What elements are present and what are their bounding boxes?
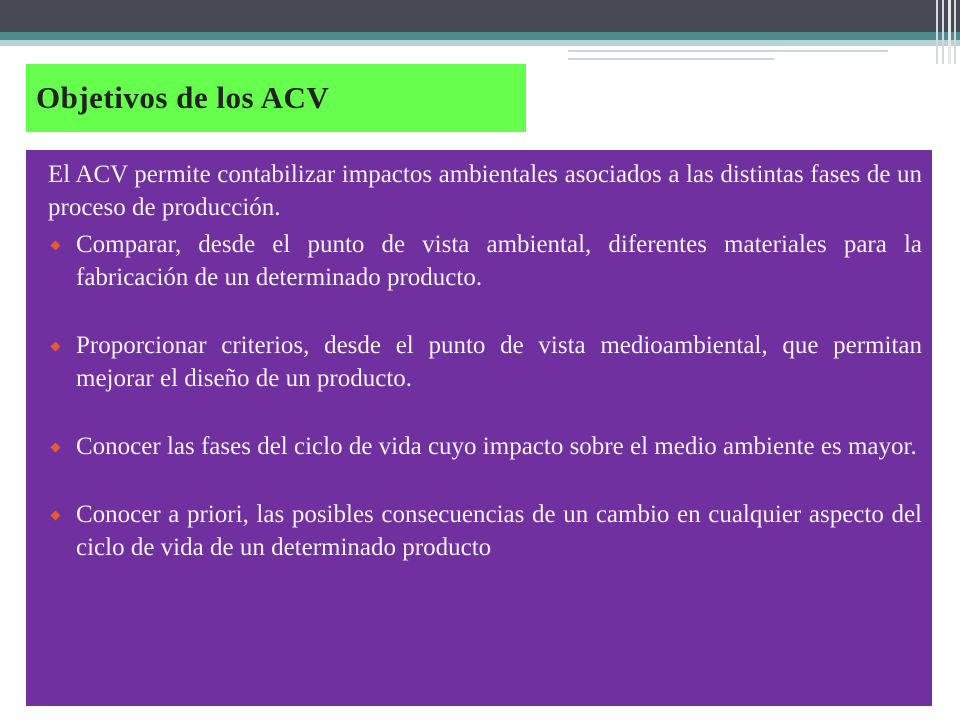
bullet-diamond-icon (51, 241, 61, 251)
slide-title: Objetivos de los ACV (36, 80, 330, 115)
intro-paragraph: El ACV permite contabilizar impactos ambientales asociados a las distintas fases de un proceso de producción. (48, 161, 922, 221)
header-stripe (0, 32, 960, 40)
bullet-item (48, 228, 922, 294)
decorative-line (568, 58, 774, 60)
header-stripe-light (0, 40, 960, 46)
bullet-list (48, 228, 922, 564)
bullet-diamond-icon (51, 342, 61, 352)
decorative-line (568, 50, 888, 52)
bullet-item (48, 430, 922, 463)
content-box (26, 150, 932, 706)
bullet-text: Conocer a priori, las posibles consecuencias de un cambio en cualquier aspecto del ciclo de vida de un determinado producto (76, 501, 922, 561)
corner-decoration (934, 0, 960, 64)
bullet-diamond-icon (51, 443, 61, 453)
bullet-text: Proporcionar criterios, desde el punto de vista medioambiental, que permitan mejorar el diseño de un producto. (76, 332, 922, 392)
bullet-text: Conocer las fases del ciclo de vida cuyo impacto sobre el medio ambiente es mayor. (76, 433, 917, 460)
bullet-item (48, 329, 922, 395)
bullet-diamond-icon (51, 511, 61, 521)
bullet-text: Comparar, desde el punto de vista ambiental, diferentes materiales para la fabricación de un determinado producto. (76, 231, 922, 291)
title-box (26, 64, 526, 132)
header-bar (0, 0, 960, 32)
bullet-item (48, 498, 922, 564)
